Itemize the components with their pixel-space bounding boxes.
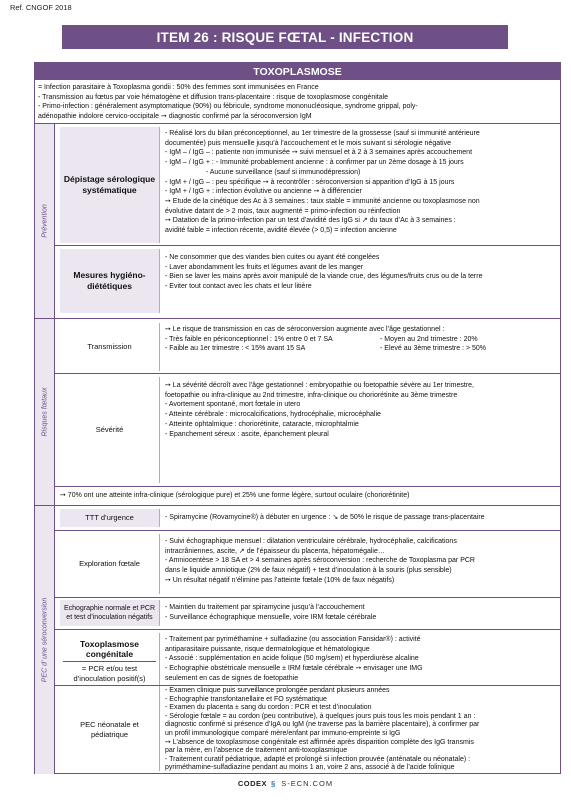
- pec-neo-line: diagnostic confirmé si présence d’IgA ou IgM (ne traverse pas la barrière placentaire), à confirmer par: [165, 721, 480, 729]
- depistage-line: ➙ Etude de la cinétique des Ac à 3 semaines : taux stable = immunité ancienne ou toxoplasmose non: [165, 197, 480, 205]
- pec-neo-line: ➙ L’absence de toxoplasmose congénitale est affirmée après disparition complète des IgG transmis: [165, 738, 474, 746]
- divider: [55, 486, 560, 487]
- severite-content: [165, 381, 557, 439]
- intro-line: - Transmission au fœtus par voie hématogène et diffusion trans-placentaire : risque de toxoplasmose congénitale: [38, 93, 389, 101]
- page-title: ITEM 26 : RISQUE FŒTAL - INFECTION: [62, 25, 508, 49]
- pec-neo-line: - Traitement curatif pédiatrique, adapté et prolongé si infection prouvée (anténatale ou néonatale) :: [165, 755, 471, 763]
- intro-block: [38, 83, 558, 121]
- band-pec: [35, 506, 55, 774]
- toxoplasmose-frame: [34, 62, 561, 774]
- depistage-line: évolutive datant de > 2 mois, taux augmenté = primo-infection ou réinfection: [165, 207, 401, 215]
- depistage-line: ➙ Datation de la primo-infection par un test d’avidité des IgG si ↗ du taux d’Ac à 3 semaines :: [165, 217, 456, 225]
- divider: [55, 245, 560, 246]
- label-severite: Sévérité: [60, 377, 160, 483]
- mesures-line: - Ne consommer que des viandes bien cuites ou ayant été congelées: [165, 254, 380, 261]
- exploration-line: ➙ Un résultat négatif n’élimine pas l’atteinte fœtale (10% de faux négatifs): [165, 576, 395, 584]
- footer-site: S-ECN.COM: [281, 779, 334, 788]
- tox-cong-content: [165, 635, 557, 684]
- ttt-content: [165, 513, 557, 523]
- intro-line: adénopathie indolore cervico-occipitale ➙ diagnostic confirmé par la séroconversion IgM: [38, 112, 312, 120]
- severite-line: - Atteinte ophtalmique : choriorétinite, cataracte, microphtalmie: [165, 420, 359, 428]
- severite-line: - Atteinte cérébrale : microcalcifications, hydrocéphalie, microcéphalie: [165, 411, 381, 419]
- band-prevention: [35, 124, 55, 318]
- pec-neo-line: - Sérologie fœtale = au cordon (peu contributive), à quelques jours puis tous les mois pendant 1 an :: [165, 712, 476, 720]
- depistage-line: documentée) puis mensuelle jusqu’à l’accouchement et le mois suivant si sérologie négative: [165, 139, 451, 147]
- transmission-row: [165, 344, 557, 354]
- pec-neo-line: - Examen du placenta ± sang du cordon : PCR et test d’inoculation: [165, 704, 372, 712]
- mesures-line: - Laver abondamment les fruits et légumes avant de les manger: [165, 263, 364, 271]
- exploration-line: intracrâniennes, ascite, ↗ de l’épaisseur du placenta, hépatomégalie…: [165, 547, 385, 555]
- section-title: TOXOPLASMOSE: [35, 63, 560, 80]
- exploration-line: - Amniocentèse > 18 SA et > 4 semaines après séroconversion : recherche de Toxoplasma par PCR: [165, 557, 475, 565]
- tox-cong-title: Toxoplasmose congénitale: [63, 639, 156, 662]
- divider: [35, 123, 560, 124]
- divider: [35, 505, 560, 506]
- label-exploration: Exploration fœtale: [60, 534, 160, 594]
- label-echo-normale: Echographie normale et PCR et test d’inoculation négatifs: [60, 600, 160, 626]
- pec-neo-line: un profil immunologique comparé mère/enfant par immuno-empreinte si IgG: [165, 729, 401, 737]
- severite-note: ➙ 70% ont une atteinte infra-clinique (sérologique pure) et 25% une forme légère, surtout oculaire (choriorétinite): [60, 492, 410, 499]
- exploration-line: - Suivi échographique mensuel : dilatation ventriculaire cérébrale, hydrocéphalie, calcifications: [165, 538, 457, 545]
- tox-cong-line: antiparasitaire puissante, risque dermatologique et hématologique: [165, 645, 370, 653]
- pec-neo-line: par la mère, en l’absence de traitement anti-toxoplasmique: [165, 747, 348, 755]
- transmission-cell: - Elevé au 3ème trimestre : > 50%: [380, 345, 487, 353]
- pec-neo-line: - Examen clinique puis surveillance prolongée pendant plusieurs années: [165, 687, 390, 694]
- depistage-line: - Réalisé lors du bilan préconceptionnel, au 1er trimestre de la grossesse (sauf si immunité antérieure: [165, 130, 480, 137]
- transmission-cell: - Faible au 1er trimestre : < 15% avant 15 SA: [165, 345, 306, 353]
- divider: [55, 530, 560, 531]
- severite-line: ➙ La sévérité décroît avec l’âge gestationnel : embryopathie ou foetopathie sévère au 1er trimestre,: [165, 382, 474, 389]
- tox-cong-line: - Traitement par pyriméthamine + sulfadiazine (ou association Fansidar®) : activité: [165, 636, 421, 643]
- label-mesures: Mesures hygiéno-diététiques: [60, 249, 160, 313]
- divider: [35, 318, 560, 319]
- depistage-content: [165, 129, 557, 236]
- severite-line: foetopathie ou infra-clinique au 2nd trimestre, infra-clinique ou choriorétinite au 3ème trimestre: [165, 391, 458, 399]
- exploration-line: dans le liquide amniotique (2% de faux négatif) + test d’inoculation à la souris (plus sensible): [165, 567, 452, 575]
- ttt-line: - Spiramycine (Rovamycine®) à débuter en urgence : ↘ de 50% le risque de passage trans-placentaire: [165, 514, 485, 521]
- label-depistage: Dépistage sérologique systématique: [60, 127, 160, 243]
- transmission-content: [165, 325, 557, 354]
- intro-line: = Infection parasitaire à Toxoplasma gondii : 50% des femmes sont immunisées en France: [38, 84, 319, 91]
- tox-cong-line: seulement en cas de signes de foetopathie: [165, 674, 299, 682]
- pec-neo-content: [165, 687, 557, 773]
- divider: [55, 629, 560, 630]
- reference-note: Ref. CNGOF 2018: [10, 3, 72, 12]
- label-pec-neonatale: PEC néonatale et pédiatrique: [60, 689, 160, 771]
- footer: [0, 779, 571, 788]
- depistage-line: - Aucune surveillance (sauf si immunodépression): [165, 168, 361, 176]
- depistage-line: - IgM + / IgG + : infection évolutive ou ancienne ➙ à différencier: [165, 188, 362, 196]
- intro-line: - Primo-infection : généralement asymptomatique (90%) ou fébricule, syndrome mononucléosique, syndrome grippal, poly-: [38, 103, 418, 111]
- mesures-line: - Bien se laver les mains après avoir manipulé de la viande crue, des légumes/fruits crus ou de la terre: [165, 273, 483, 281]
- transmission-row: [165, 335, 557, 345]
- transmission-cell: - Très faible en périconceptionnel : 1% entre 0 et 7 SA: [165, 335, 333, 343]
- divider: [55, 373, 560, 374]
- echo-normale-line: - Surveillance échographique mensuelle, voire IRM fœtale cérébrale: [165, 613, 377, 621]
- label-ttt: TTT d’urgence: [60, 509, 160, 527]
- echo-normale-line: - Maintien du traitement par spiramycine jusqu’à l’accouchement: [165, 604, 365, 611]
- divider: [55, 597, 560, 598]
- label-toxoplasmose-congenitale: [60, 633, 160, 689]
- band-label: Prévention: [41, 204, 48, 238]
- exploration-content: [165, 537, 557, 586]
- transmission-intro: ➙ Le risque de transmission en cas de séroconversion augmente avec l’âge gestationnel :: [165, 326, 445, 333]
- depistage-line: - IgM – / IgG – : patiente non immunisée ➙ suivi mensuel et à 2 à 3 semaines après accouchement: [165, 149, 473, 157]
- depistage-line: avidité faible = infection récente, avidité élevée (> 0,5) = infection ancienne: [165, 227, 397, 235]
- severite-line: - Epanchement séreux : ascite, épanchement pleural: [165, 430, 329, 438]
- tox-cong-line: - Associé : supplémentation en acide folique (50 mg/sem) et hyperdiurèse alcaline: [165, 655, 419, 663]
- severite-line: - Avortement spontané, mort fœtale in utero: [165, 401, 301, 409]
- s-logo-icon: §: [271, 779, 276, 788]
- pec-neo-line: - Echographie transfontanellaire et FO systématique: [165, 695, 327, 703]
- band-risques: [35, 319, 55, 505]
- tox-cong-line: - Echographie obstétricale mensuelle ± IRM fœtale cérébrale ➙ envisager une IMG: [165, 665, 423, 673]
- divider: [55, 685, 560, 686]
- footer-brand: CODEX: [237, 779, 268, 788]
- depistage-line: - IgM – / IgG + : - Immunité probablement ancienne : à confirmer par un 2ème dosage à 15 jours: [165, 159, 464, 167]
- mesures-content: [165, 253, 557, 292]
- band-label: PEC d’ une séroconversion: [41, 597, 48, 683]
- depistage-line: - IgM + / IgG – : peu spécifique ➙ à recontrôler : séroconversion si apparition d’IgG à 15 jours: [165, 178, 455, 186]
- label-transmission: Transmission: [60, 323, 160, 371]
- pec-neo-line: pyriméthamine-sulfadiazine pendant au moins 1 an, voire 2 ans, associé à de l’acide folinique: [165, 764, 455, 772]
- mesures-line: - Eviter tout contact avec les chats et leur litière: [165, 283, 312, 291]
- band-label: Risques fœtaux: [41, 387, 48, 437]
- echo-normale-content: [165, 603, 557, 622]
- tox-cong-subtitle: = PCR et/ou test d’inoculation positif(s): [73, 664, 146, 683]
- transmission-cell: - Moyen au 2nd trimestre : 20%: [380, 335, 478, 343]
